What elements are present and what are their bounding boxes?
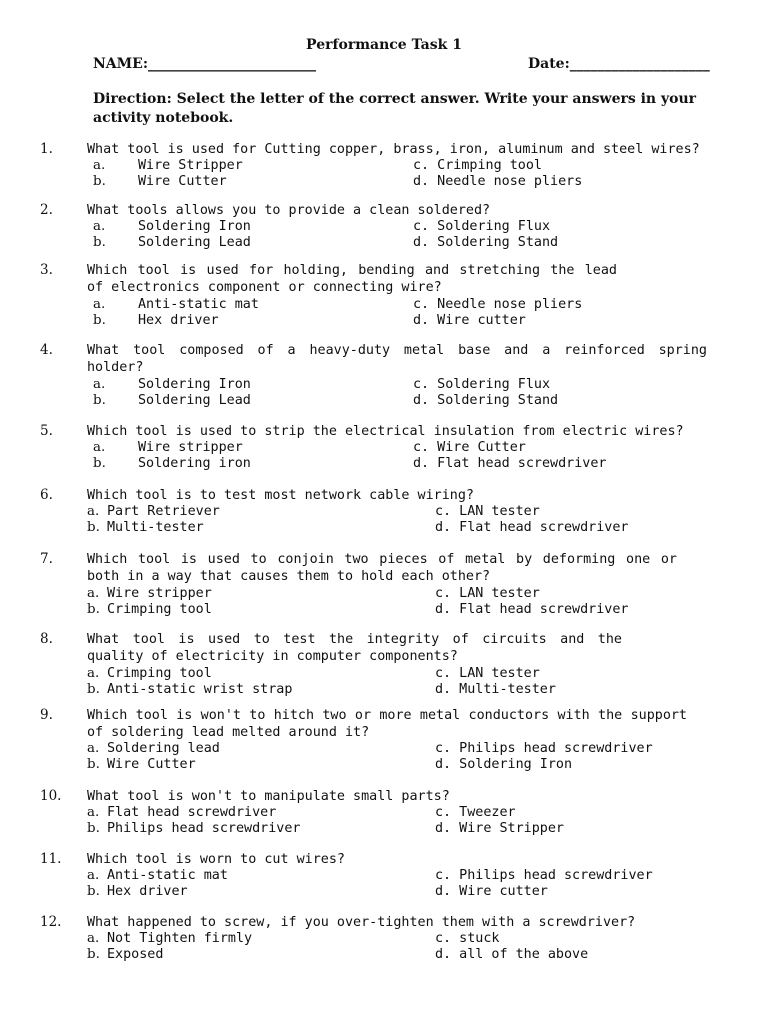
question-number: 9.	[40, 707, 53, 723]
date-field-label: Date:____________________	[528, 56, 710, 72]
question-number: 10.	[40, 788, 62, 804]
option-c: c. LAN tester	[435, 504, 540, 519]
option-a: a. Anti-static mat	[87, 868, 228, 883]
option-b: b. Soldering iron	[93, 456, 251, 471]
question-number: 6.	[40, 487, 53, 503]
option-a: a. Soldering Iron	[93, 377, 251, 392]
option-d: d. Flat head screwdriver	[435, 520, 629, 535]
question-text: Which tool is used for holding, bending and stretching the lead of electronics component or connecting wire?	[87, 263, 626, 295]
question-number: 7.	[40, 551, 53, 567]
option-c: c. Needle nose pliers	[413, 297, 583, 312]
option-b: b. Hex driver	[87, 884, 188, 899]
question-text: Which tool is to test most network cable wiring?	[87, 488, 474, 503]
option-b: b. Wire Cutter	[87, 757, 196, 772]
direction-label: Direction:	[93, 91, 172, 107]
question-number: 11.	[40, 851, 62, 867]
option-d: d. all of the above	[435, 947, 589, 962]
option-d: d. Wire Stripper	[435, 821, 564, 836]
option-b: b. Philips head screwdriver	[87, 821, 301, 836]
option-a: a. Soldering lead	[87, 741, 220, 756]
option-a: a. Crimping tool	[87, 666, 212, 681]
question-text: Which tool is worn to cut wires?	[87, 852, 345, 867]
question-text: What tool is used to test the integrity of circuits and the quality of electricity in computer components?	[87, 632, 631, 664]
question-number: 8.	[40, 631, 53, 647]
direction-text: Select the letter of the correct answer. Write your answers in your activity notebook.	[93, 91, 697, 126]
question-number: 2.	[40, 202, 53, 218]
option-b: b. Multi-tester	[87, 520, 204, 535]
option-b: b. Soldering Lead	[93, 235, 251, 250]
question-text: What tool is won't to manipulate small parts?	[87, 789, 450, 804]
option-a: a. Wire Stripper	[93, 158, 243, 173]
page-title: Performance Task 1	[306, 37, 462, 53]
option-c: c. Crimping tool	[413, 158, 542, 173]
option-d: d. Needle nose pliers	[413, 174, 583, 189]
option-c: c. Tweezer	[435, 805, 516, 820]
option-b: b. Soldering Lead	[93, 393, 251, 408]
option-b: b. Anti-static wrist strap	[87, 682, 293, 697]
question-number: 5.	[40, 423, 53, 439]
question-number: 1.	[40, 141, 53, 157]
option-d: d. Flat head screwdriver	[435, 602, 629, 617]
option-a: a. Anti-static mat	[93, 297, 259, 312]
option-c: c. LAN tester	[435, 586, 540, 601]
option-c: c. Philips head screwdriver	[435, 868, 653, 883]
option-a: a. Wire stripper	[93, 440, 243, 455]
option-c: c. Soldering Flux	[413, 377, 551, 392]
option-c: c. stuck	[435, 931, 500, 946]
option-b: b. Exposed	[87, 947, 164, 962]
option-c: c. Wire Cutter	[413, 440, 526, 455]
option-d: d. Wire cutter	[413, 313, 526, 328]
question-text: What tool is used for Cutting copper, brass, iron, aluminum and steel wires?	[87, 142, 700, 157]
directions	[93, 90, 703, 128]
option-b: b. Hex driver	[93, 313, 219, 328]
option-d: d. Flat head screwdriver	[413, 456, 607, 471]
option-a: a. Wire stripper	[87, 586, 212, 601]
question-number: 4.	[40, 342, 53, 358]
option-d: d. Multi-tester	[435, 682, 556, 697]
option-a: a. Soldering Iron	[93, 219, 251, 234]
name-field-label: NAME:________________________	[93, 56, 316, 72]
option-c: c. Soldering Flux	[413, 219, 551, 234]
question-text: What tool composed of a heavy-duty metal base and a reinforced spring holder?	[87, 343, 716, 375]
option-d: d. Soldering Iron	[435, 757, 573, 772]
question-text: What happened to screw, if you over-tighten them with a screwdriver?	[87, 915, 636, 930]
question-number: 3.	[40, 262, 53, 278]
option-a: a. Flat head screwdriver	[87, 805, 277, 820]
question-text: Which tool is won't to hitch two or more metal conductors with the support of soldering lead melted around it?	[87, 708, 696, 740]
question-text: Which tool is used to conjoin two pieces of metal by deforming one or both in a way that causes them to hold each other?	[87, 552, 686, 584]
option-d: d. Wire cutter	[435, 884, 548, 899]
option-b: b. Wire Cutter	[93, 174, 227, 189]
option-c: c. Philips head screwdriver	[435, 741, 653, 756]
option-d: d. Soldering Stand	[413, 235, 559, 250]
question-number: 12.	[40, 914, 62, 930]
question-text: Which tool is used to strip the electrical insulation from electric wires?	[87, 424, 684, 439]
option-a: a. Not Tighten firmly	[87, 931, 253, 946]
option-b: b. Crimping tool	[87, 602, 212, 617]
option-a: a. Part Retriever	[87, 504, 220, 519]
option-d: d. Soldering Stand	[413, 393, 559, 408]
question-text: What tools allows you to provide a clean soldered?	[87, 203, 491, 218]
option-c: c. LAN tester	[435, 666, 540, 681]
